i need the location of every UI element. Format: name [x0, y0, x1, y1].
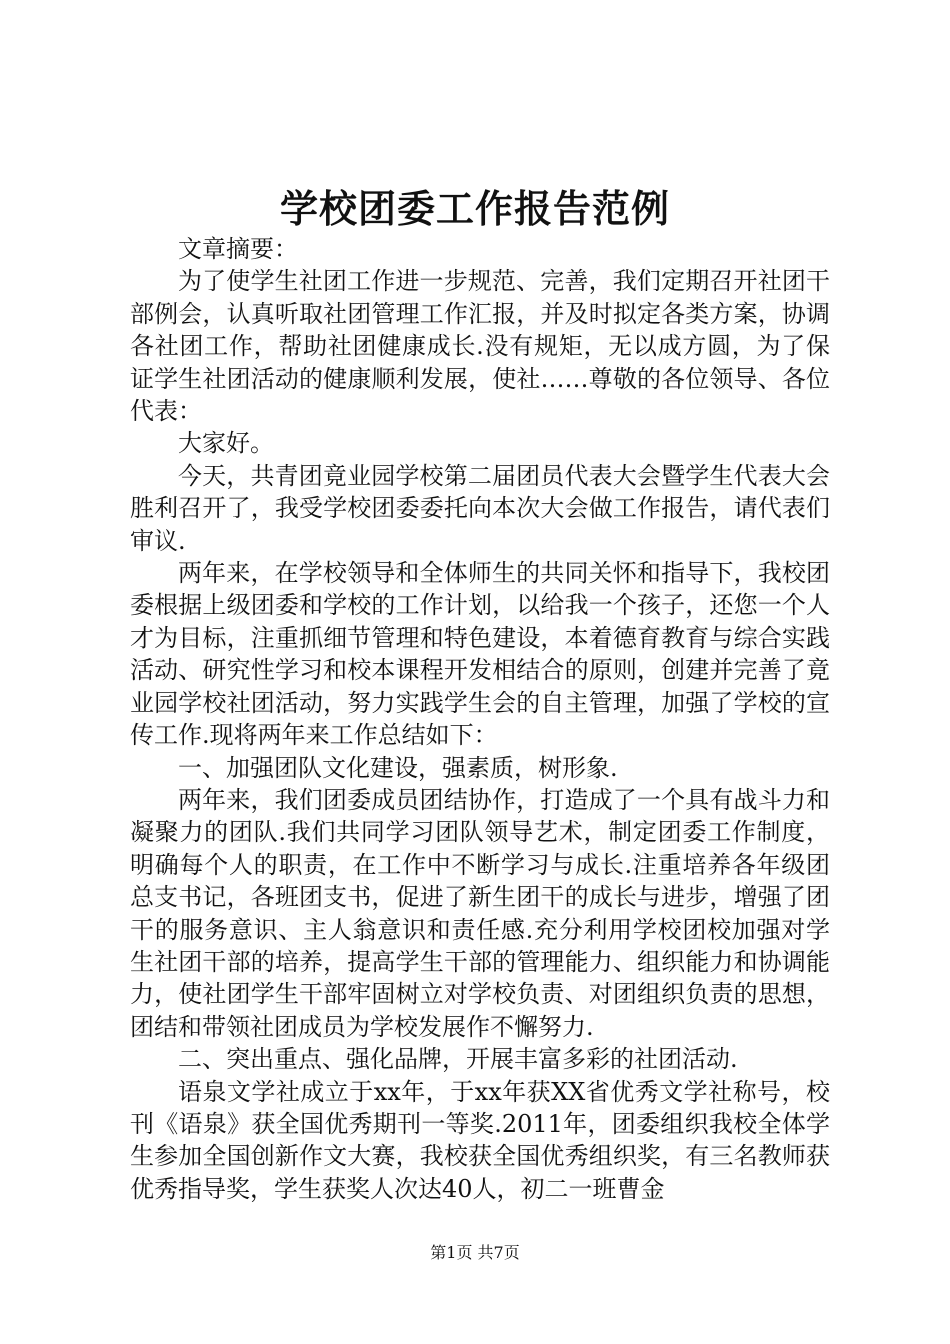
paragraph-abstract: 为了使学生社团工作进一步规范、完善，我们定期召开社团干部例会，认真听取社团管理工作汇报，并及时拟定各类方案，协调各社团工作，帮助社团健康成长.没有规矩，无以成方圆，为了保证学生社团活动的健康顺利发展，使社……尊敬的各位领导、各位代表： — [130, 267, 830, 426]
section-heading-1: 一、加强团队文化建设，强素质，树形象. — [178, 753, 618, 782]
document-title: 学校团委工作报告范例 — [279, 186, 670, 231]
paragraph-greeting: 大家好。 — [178, 429, 274, 458]
paragraph-overview: 两年来，在学校领导和全体师生的共同关怀和指导下，我校团委根据上级团委和学校的工作计划，以给我一个孩子，还您一个人才为目标，注重抓细节管理和特色建设，本着德育教育与综合实践活动、研究性学习和校本课程开发相结合的原则，创建并完善了竟业园学校社团活动，努力实践学生会的自主管理，加强了学校的宣传工作.现将两年来工作总结如下： — [130, 559, 830, 750]
document-body — [130, 233, 830, 1205]
paragraph-intro: 今天，共青团竟业园学校第二届团员代表大会暨学生代表大会胜利召开了，我受学校团委委托向本次大会做工作报告，请代表们审议. — [130, 461, 830, 555]
section-heading-2: 二、突出重点、强化品牌，开展丰富多彩的社团活动. — [178, 1045, 738, 1074]
paragraph-literary-club: 语泉文学社成立于xx年，于xx年获XX省优秀文学社称号，校刊《语泉》获全国优秀期刊一等奖.2011年，团委组织我校全体学生参加全国创新作文大赛，我校获全国优秀组织奖，有三名教师获优秀指导奖，学生获奖人次达40人，初二一班曹金 — [130, 1077, 830, 1203]
paragraph-team-building: 两年来，我们团委成员团结协作，打造成了一个具有战斗力和凝聚力的团队.我们共同学习团队领导艺术，制定团委工作制度，明确每个人的职责，在工作中不断学习与成长.注重培养各年级团总支书记，各班团支书，促进了新生团干的成长与进步，增强了团干的服务意识、主人翁意识和责任感.充分利用学校团校加强对学生社团干部的培养，提高学生干部的管理能力、组织能力和协调能力，使社团学生干部牢固树立对学校负责、对团组织负责的思想，团结和带领社团成员为学校发展作不懈努力. — [130, 785, 830, 1041]
paragraph-abstract-label: 文章摘要： — [178, 235, 298, 263]
page-footer: 第1页 共7页 — [430, 1243, 520, 1262]
